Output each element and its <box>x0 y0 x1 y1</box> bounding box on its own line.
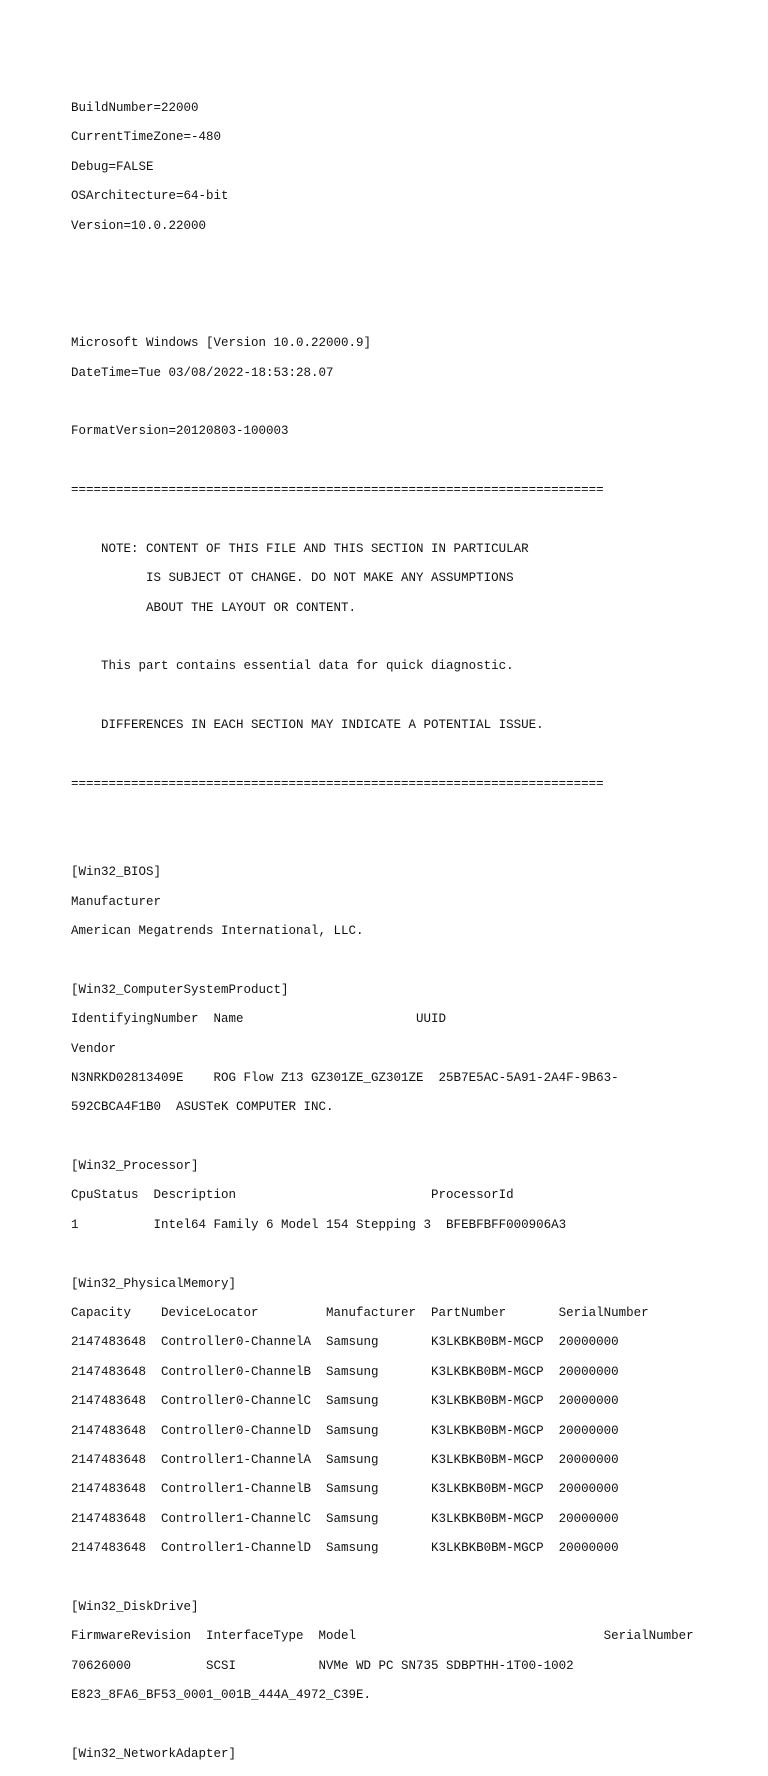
table-row: 2147483648 Controller1-ChannelC Samsung K3LKBKB0BM-MGCP 20000000 <box>71 1511 619 1526</box>
column-header: IdentifyingNumber Name UUID <box>71 1012 447 1027</box>
text-line: DateTime=Tue 03/08/2022-18:53:28.07 <box>71 365 334 380</box>
text-line: FormatVersion=20120803-100003 <box>71 424 289 439</box>
table-row: American Megatrends International, LLC. <box>71 923 364 938</box>
blank-line <box>71 307 694 322</box>
blank-line <box>71 806 694 821</box>
note-line: IS SUBJECT OT CHANGE. DO NOT MAKE ANY ASSUMPTIONS <box>71 571 514 586</box>
text-line: OSArchitecture=64-bit <box>71 189 229 204</box>
table-row: 592CBCA4F1B0 ASUSTeK COMPUTER INC. <box>71 1100 334 1115</box>
blank-line <box>71 512 694 527</box>
table-row: 2147483648 Controller1-ChannelA Samsung K3LKBKB0BM-MGCP 20000000 <box>71 1452 619 1467</box>
table-row: 2147483648 Controller1-ChannelB Samsung K3LKBKB0BM-MGCP 20000000 <box>71 1482 619 1497</box>
blank-line <box>71 1571 694 1586</box>
blank-line <box>71 689 694 704</box>
column-header: Manufacturer <box>71 894 162 909</box>
text-line: CurrentTimeZone=-480 <box>71 130 222 145</box>
table-row: N3NRKD02813409E ROG Flow Z13 GZ301ZE_GZ301ZE 25B7E5AC-5A91-2A4F-9B63- <box>71 1070 619 1085</box>
blank-line <box>71 836 694 851</box>
section-header: [Win32_PhysicalMemory] <box>71 1276 237 1291</box>
text-line: DIFFERENCES IN EACH SECTION MAY INDICATE A POTENTIAL ISSUE. <box>71 718 544 733</box>
blank-line <box>71 1717 694 1732</box>
section-header: [Win32_Processor] <box>71 1159 199 1174</box>
text-line: Microsoft Windows [Version 10.0.22000.9] <box>71 336 372 351</box>
section-header: [Win32_DiskDrive] <box>71 1599 199 1614</box>
table-row: E823_8FA6_BF53_0001_001B_444A_4972_C39E. <box>71 1688 372 1703</box>
blank-line <box>71 277 694 292</box>
blank-line <box>71 248 694 263</box>
blank-line <box>71 748 694 763</box>
text-line: BuildNumber=22000 <box>71 101 199 115</box>
blank-line <box>71 395 694 410</box>
blank-line <box>71 630 694 645</box>
text-line: Version=10.0.22000 <box>71 218 207 233</box>
text-line: This part contains essential data for quick diagnostic. <box>71 659 514 674</box>
table-row: 2147483648 Controller1-ChannelD Samsung K3LKBKB0BM-MGCP 20000000 <box>71 1541 619 1556</box>
column-header: Vendor <box>71 1041 117 1056</box>
blank-line <box>71 1247 694 1262</box>
table-row: 2147483648 Controller0-ChannelA Samsung K3LKBKB0BM-MGCP 20000000 <box>71 1335 619 1350</box>
note-line: ABOUT THE LAYOUT OR CONTENT. <box>71 600 357 615</box>
table-row: 2147483648 Controller0-ChannelC Samsung K3LKBKB0BM-MGCP 20000000 <box>71 1394 619 1409</box>
section-header: [Win32_NetworkAdapter] <box>71 1746 237 1761</box>
section-header: [Win32_BIOS] <box>71 865 162 880</box>
text-line: Debug=FALSE <box>71 159 154 174</box>
column-header: CpuStatus Description ProcessorId <box>71 1188 514 1203</box>
table-row: 70626000 SCSI NVMe WD PC SN735 SDBPTHH-1T00-1002 <box>71 1658 574 1673</box>
blank-line <box>71 1130 694 1145</box>
note-line: NOTE: CONTENT OF THIS FILE AND THIS SECTION IN PARTICULAR <box>71 541 529 556</box>
column-header: FirmwareRevision InterfaceType Model SerialNumber <box>71 1629 694 1644</box>
table-row: 1 Intel64 Family 6 Model 154 Stepping 3 BFEBFBFF000906A3 <box>71 1217 567 1232</box>
section-header: [Win32_ComputerSystemProduct] <box>71 982 289 997</box>
column-header: Capacity DeviceLocator Manufacturer PartNumber SerialNumber <box>71 1306 649 1321</box>
log-document <box>71 101 694 1776</box>
separator-line: ======================================================================= <box>71 483 604 498</box>
blank-line <box>71 454 694 469</box>
blank-line <box>71 953 694 968</box>
table-row: 2147483648 Controller0-ChannelB Samsung K3LKBKB0BM-MGCP 20000000 <box>71 1364 619 1379</box>
separator-line: ======================================================================= <box>71 776 604 791</box>
table-row: 2147483648 Controller0-ChannelD Samsung K3LKBKB0BM-MGCP 20000000 <box>71 1423 619 1438</box>
